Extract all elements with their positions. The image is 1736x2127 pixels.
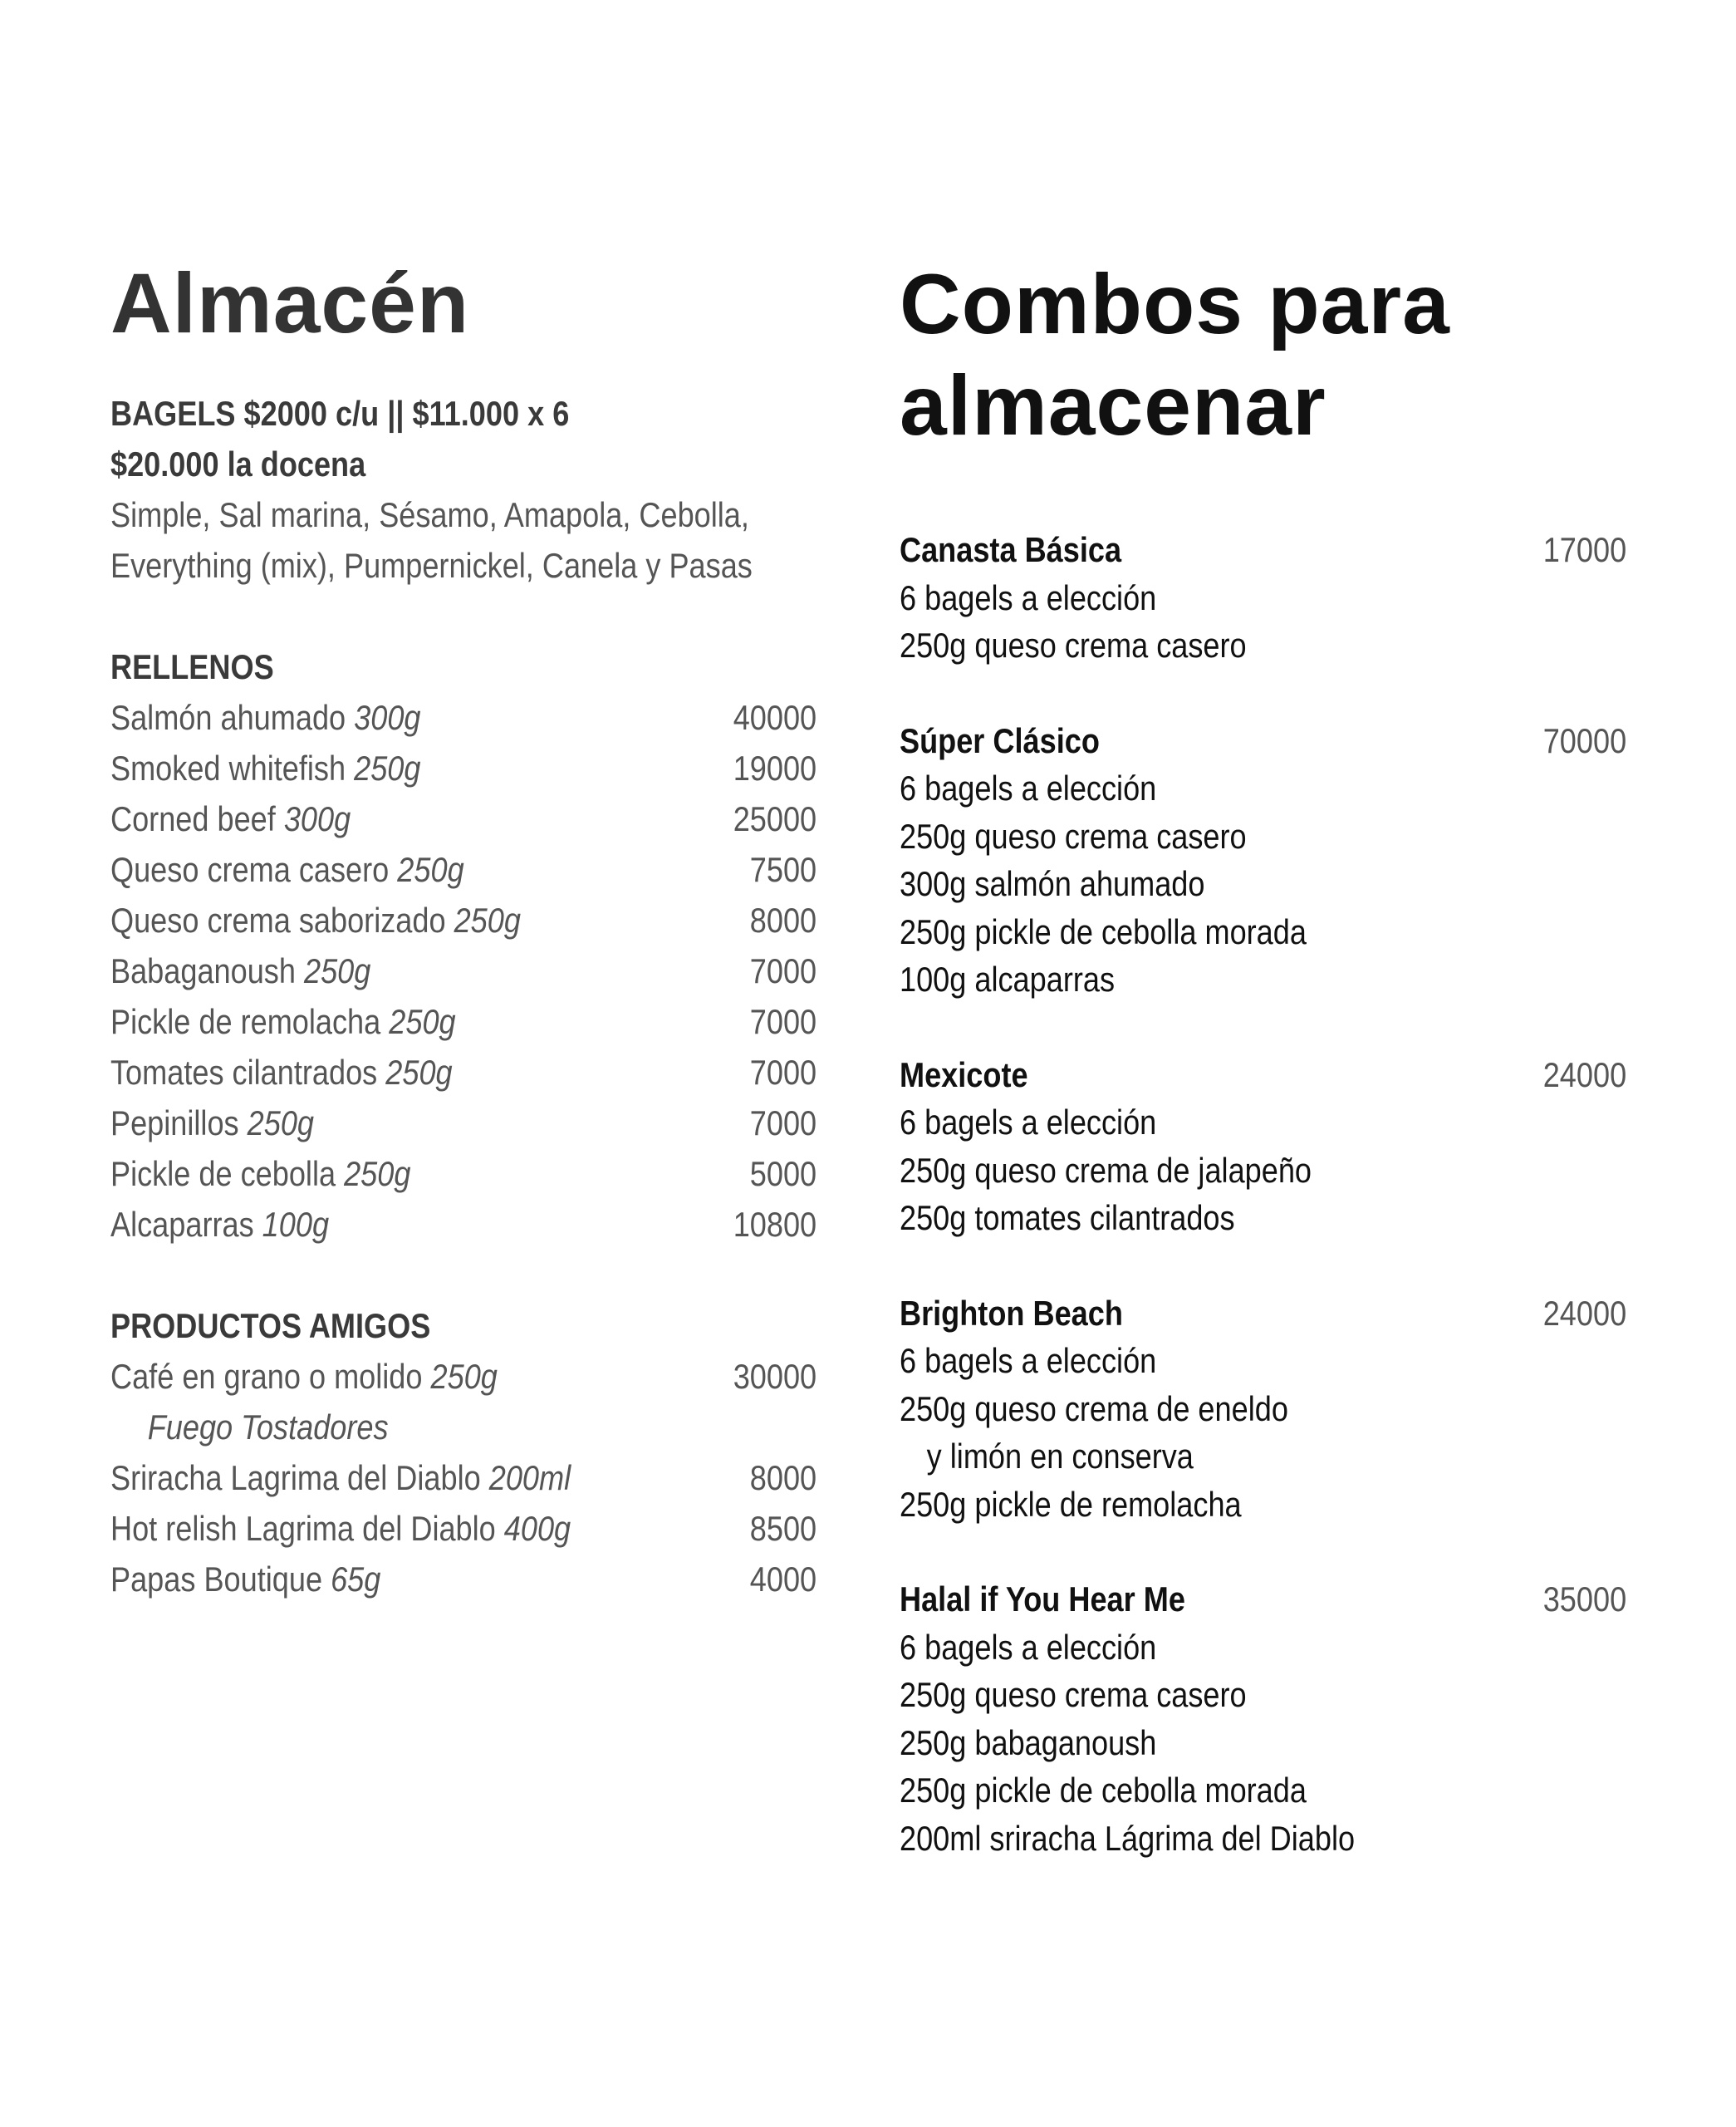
relleno-price: 7000 <box>749 951 817 990</box>
rellenos-heading: RELLENOS <box>110 647 274 686</box>
combo-line: 6 bagels a elección <box>900 1341 1157 1380</box>
combo-price: 17000 <box>1542 530 1627 569</box>
combo-price: 35000 <box>1542 1579 1627 1619</box>
combo-card <box>900 526 1626 670</box>
combo-name: Halal if You Hear Me <box>900 1579 1185 1619</box>
relleno-item: Queso crema casero 250g 7500 <box>110 844 817 895</box>
relleno-item: Pickle de cebolla 250g 5000 <box>110 1148 817 1199</box>
producto-amigo-item: Hot relish Lagrima del Diablo 400g 8500 <box>110 1503 817 1554</box>
relleno-item: Salmón ahumado 300g 40000 <box>110 692 817 743</box>
combo-line: 6 bagels a elección <box>900 577 1157 617</box>
relleno-price: 7500 <box>749 850 817 889</box>
producto-price: 8500 <box>749 1509 817 1548</box>
combo-line: 200ml sriracha Lágrima del Diablo <box>900 1818 1356 1858</box>
productos-amigos-list <box>110 1351 817 1604</box>
productos-amigos-heading: PRODUCTOS AMIGOS <box>110 1306 431 1345</box>
combo-line: 250g pickle de remolacha <box>900 1484 1242 1524</box>
bagels-dozen-line: $20.000 la docena <box>110 445 366 484</box>
relleno-item: Pickle de remolacha 250g 7000 <box>110 996 817 1047</box>
relleno-item: Queso crema saborizado 250g 8000 <box>110 895 817 946</box>
combo-line: 250g tomates cilantrados <box>900 1198 1235 1237</box>
combo-line: 100g alcaparras <box>900 960 1116 999</box>
combo-line: 6 bagels a elección <box>900 769 1157 808</box>
combo-line: 6 bagels a elección <box>900 1627 1157 1667</box>
combo-name: Mexicote <box>900 1054 1028 1094</box>
combo-price: 70000 <box>1542 720 1627 760</box>
relleno-item: Babaganoush 250g 7000 <box>110 946 817 996</box>
relleno-price: 19000 <box>733 749 817 788</box>
almacen-section <box>110 253 817 1604</box>
relleno-item: Tomates cilantrados 250g 7000 <box>110 1047 817 1098</box>
combos-section <box>900 253 1626 1909</box>
combo-card <box>900 717 1626 1004</box>
combo-line: 6 bagels a elección <box>900 1103 1157 1142</box>
relleno-item: Pepinillos 250g 7000 <box>110 1098 817 1148</box>
producto-amigo-item: Papas Boutique 65g 4000 <box>110 1554 817 1604</box>
combo-price: 24000 <box>1542 1293 1627 1333</box>
combo-card <box>900 1289 1626 1529</box>
producto-price: 8000 <box>749 1458 817 1497</box>
combos-title: Combos para almacenar <box>900 257 1450 453</box>
relleno-price: 10800 <box>733 1205 817 1244</box>
relleno-price: 40000 <box>733 698 817 737</box>
relleno-price: 25000 <box>733 799 817 838</box>
relleno-price: 7000 <box>749 1053 817 1092</box>
relleno-price: 5000 <box>749 1154 817 1193</box>
relleno-price: 7000 <box>749 1103 817 1142</box>
combo-price: 24000 <box>1542 1054 1627 1094</box>
almacen-title: Almacén <box>110 256 470 351</box>
relleno-price: 8000 <box>749 901 817 940</box>
bagel-flavors-line-1: Simple, Sal marina, Sésamo, Amapola, Cebolla, <box>110 495 749 534</box>
combo-line: 250g queso crema de jalapeño <box>900 1150 1312 1190</box>
producto-amigo-item: Café en grano o molido 250g 30000 <box>110 1351 817 1402</box>
combo-card <box>900 1051 1626 1242</box>
producto-price: 30000 <box>733 1357 817 1396</box>
rellenos-list <box>110 692 817 1250</box>
relleno-item: Smoked whitefish 250g 19000 <box>110 743 817 793</box>
combo-line: 250g babaganoush <box>900 1722 1157 1762</box>
combo-name: Brighton Beach <box>900 1293 1123 1333</box>
combo-line: 250g queso crema casero <box>900 816 1247 856</box>
combo-name: Súper Clásico <box>900 720 1100 760</box>
combo-line: 250g queso crema casero <box>900 1675 1247 1714</box>
relleno-price: 7000 <box>749 1002 817 1041</box>
producto-amigo-brand: Fuego Tostadores <box>147 1407 389 1447</box>
combo-line: 250g pickle de cebolla morada <box>900 1771 1307 1810</box>
combo-line: 250g pickle de cebolla morada <box>900 911 1307 951</box>
producto-amigo-item: Sriracha Lagrima del Diablo 200ml 8000 <box>110 1452 817 1503</box>
combo-card <box>900 1575 1626 1862</box>
relleno-item: Alcaparras 100g 10800 <box>110 1199 817 1250</box>
bagel-flavors-line-2: Everything (mix), Pumpernickel, Canela y Pasas <box>110 546 753 585</box>
combo-line: y limón en conserva <box>926 1437 1194 1476</box>
relleno-item: Corned beef 300g 25000 <box>110 793 817 844</box>
bagels-price-line: BAGELS $2000 c/u || $11.000 x 6 <box>110 394 570 433</box>
combo-line: 250g queso crema casero <box>900 626 1247 665</box>
producto-price: 4000 <box>749 1560 817 1599</box>
combo-line: 300g salmón ahumado <box>900 864 1205 903</box>
combo-name: Canasta Básica <box>900 530 1122 569</box>
combo-line: 250g queso crema de eneldo <box>900 1388 1288 1428</box>
